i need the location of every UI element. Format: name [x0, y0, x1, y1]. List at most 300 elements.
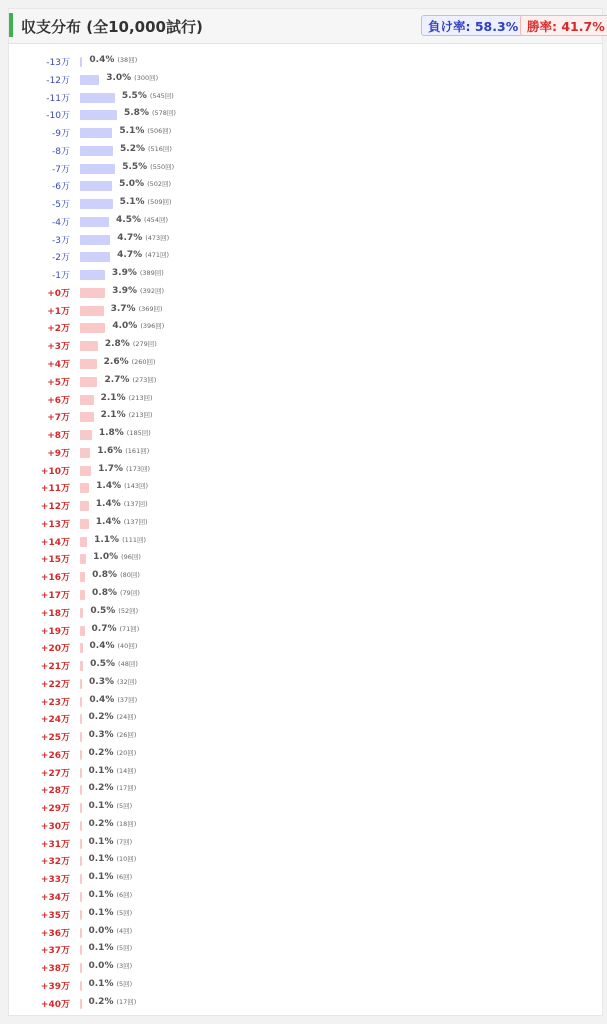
distribution-row	[9, 160, 602, 178]
bin-label: -10万	[46, 111, 70, 122]
bin-label: +27万	[40, 768, 70, 779]
bin-label: +29万	[40, 804, 70, 815]
bar-value-label	[90, 659, 138, 669]
bar	[80, 856, 82, 866]
distribution-row	[9, 941, 602, 959]
bar-value-label	[111, 304, 163, 314]
count-label: (137回)	[123, 517, 148, 526]
bar-value-label	[89, 677, 137, 687]
count-label: (137回)	[123, 500, 148, 509]
bar-value-label	[89, 783, 137, 793]
bar-value-label	[104, 375, 156, 385]
bin-label: +20万	[40, 644, 70, 655]
count-label: (6回)	[116, 890, 133, 899]
distribution-row	[9, 391, 602, 409]
bar	[80, 945, 82, 955]
distribution-row	[9, 106, 602, 124]
percent-label: 0.3%	[89, 676, 115, 687]
bar-value-label	[101, 393, 153, 403]
count-label: (96回)	[121, 553, 141, 562]
distribution-row	[9, 533, 602, 551]
count-label: (279回)	[132, 340, 157, 349]
bar-value-label	[96, 499, 148, 509]
percent-label: 0.1%	[88, 907, 114, 918]
distribution-row	[9, 248, 602, 266]
distribution-row	[9, 124, 602, 142]
bin-label: +18万	[40, 608, 70, 619]
bar-value-label	[89, 712, 137, 722]
bar-value-label	[92, 570, 140, 580]
percent-label: 0.2%	[88, 996, 114, 1007]
percent-label: 0.2%	[88, 712, 114, 723]
distribution-row	[9, 479, 602, 497]
distribution-row	[9, 337, 602, 355]
bar	[80, 608, 83, 618]
bin-label: +17万	[40, 590, 70, 601]
bar-value-label	[89, 55, 137, 65]
distribution-row	[9, 550, 602, 568]
percent-label: 0.8%	[92, 587, 118, 598]
bin-label: -13万	[46, 58, 70, 68]
percent-label: 0.1%	[88, 872, 114, 883]
percent-label: 3.7%	[110, 303, 136, 314]
distribution-row	[9, 728, 602, 746]
percent-label: 2.7%	[104, 374, 130, 385]
count-label: (392回)	[140, 286, 165, 295]
bar	[80, 359, 97, 369]
bar-value-label	[89, 748, 137, 758]
percent-label: 5.1%	[119, 197, 145, 208]
bar	[80, 892, 82, 902]
percent-label: 1.0%	[93, 552, 119, 563]
distribution-row	[9, 231, 602, 249]
bin-label: +26万	[40, 750, 70, 761]
percent-label: 0.4%	[89, 694, 115, 705]
win-rate-badge	[520, 15, 607, 36]
distribution-row	[9, 675, 602, 693]
bar	[80, 181, 112, 191]
bar	[80, 821, 82, 831]
bar-value-label	[112, 286, 164, 296]
count-label: (32回)	[117, 677, 137, 686]
count-label: (80回)	[120, 571, 140, 580]
bar	[80, 466, 91, 476]
bin-label: +3万	[47, 342, 70, 353]
percent-label: 0.1%	[88, 801, 114, 812]
bar	[80, 128, 112, 138]
percent-label: 1.8%	[98, 428, 124, 439]
distribution-row	[9, 639, 602, 657]
bar	[80, 235, 110, 245]
distribution-row	[9, 515, 602, 533]
bar-value-label	[96, 517, 148, 527]
bar	[80, 963, 82, 973]
distribution-row	[9, 462, 602, 480]
percent-label: 0.1%	[88, 978, 114, 989]
bin-label: -6万	[52, 182, 70, 193]
distribution-row	[9, 266, 602, 284]
bin-label: +16万	[40, 573, 70, 584]
bar-value-label	[89, 730, 137, 740]
bin-label: +2万	[47, 324, 70, 335]
bar	[80, 928, 82, 938]
distribution-card	[8, 8, 603, 1016]
bar	[80, 697, 82, 707]
bar-value-label	[116, 215, 168, 225]
bar-value-label	[96, 481, 148, 491]
distribution-row	[9, 657, 602, 675]
percent-label: 0.8%	[92, 570, 118, 581]
percent-label: 5.8%	[124, 108, 149, 119]
count-label: (506回)	[147, 127, 172, 136]
bin-label: -11万	[46, 93, 70, 104]
bar-value-label	[89, 872, 133, 882]
percent-label: 0.3%	[88, 730, 114, 741]
percent-label: 5.5%	[122, 161, 148, 172]
count-label: (26回)	[116, 731, 137, 740]
bar-value-label	[94, 535, 146, 545]
percent-label: 0.4%	[89, 55, 115, 65]
bin-label: +19万	[40, 626, 70, 637]
count-label: (5回)	[116, 979, 133, 988]
distribution-row	[9, 444, 602, 462]
bar	[80, 412, 94, 422]
distribution-row	[9, 355, 602, 373]
distribution-row	[9, 497, 602, 515]
count-label: (502回)	[147, 180, 172, 189]
percent-label: 2.8%	[104, 339, 130, 350]
bin-label: +22万	[40, 679, 70, 690]
distribution-row	[9, 977, 602, 995]
bar	[80, 679, 82, 689]
bar	[80, 395, 94, 405]
bar-value-label	[122, 91, 174, 101]
bin-label: +21万	[40, 662, 70, 673]
bar	[80, 501, 89, 511]
count-label: (5回)	[116, 944, 133, 953]
bar	[80, 270, 105, 280]
bin-label: +38万	[40, 964, 70, 975]
count-label: (52回)	[118, 606, 139, 615]
bar	[80, 430, 92, 440]
percent-label: 0.0%	[88, 961, 114, 972]
count-label: (185回)	[126, 429, 151, 438]
bin-label: -3万	[52, 235, 70, 246]
win-rate-value: 41.7%	[561, 19, 605, 34]
percent-label: 5.1%	[119, 126, 145, 137]
bar	[80, 981, 82, 991]
bar-value-label	[120, 197, 172, 207]
bar-value-label	[124, 108, 176, 118]
bar-value-label	[106, 73, 158, 83]
distribution-row	[9, 284, 602, 302]
distribution-row	[9, 302, 602, 320]
percent-label: 0.7%	[91, 623, 117, 634]
count-label: (578回)	[151, 109, 176, 118]
bin-label: +4万	[47, 360, 70, 371]
bar-value-label	[90, 606, 138, 616]
count-label: (40回)	[117, 642, 138, 651]
bin-label: +0万	[47, 288, 70, 299]
count-label: (273回)	[132, 375, 157, 384]
bin-label: +23万	[40, 697, 70, 708]
bin-label: +6万	[47, 395, 70, 406]
distribution-row	[9, 906, 602, 924]
distribution-row	[9, 604, 602, 622]
bin-label: +31万	[40, 839, 70, 850]
bar-value-label	[119, 179, 171, 189]
distribution-row	[9, 693, 602, 711]
percent-label: 0.1%	[88, 889, 114, 900]
distribution-row	[9, 53, 602, 71]
chart-title: 収支分布 (全10,000試行)	[21, 18, 203, 36]
bar-value-label	[90, 641, 138, 651]
bin-label: +12万	[40, 502, 70, 513]
percent-label: 4.0%	[112, 321, 138, 332]
count-label: (389回)	[139, 269, 164, 278]
bar	[80, 874, 82, 884]
percent-label: 5.0%	[119, 179, 145, 190]
bar-value-label	[89, 943, 133, 953]
percent-label: 0.1%	[88, 943, 114, 954]
distribution-row	[9, 89, 602, 107]
count-label: (14回)	[116, 766, 137, 775]
bar	[80, 483, 89, 493]
bar	[80, 732, 82, 742]
percent-label: 0.0%	[88, 925, 114, 936]
count-label: (6回)	[116, 873, 133, 882]
count-label: (473回)	[145, 233, 170, 242]
bin-label: +8万	[47, 431, 70, 442]
bar-value-label	[89, 766, 137, 776]
bin-label: -7万	[52, 164, 70, 175]
distribution-row	[9, 213, 602, 231]
count-label: (454回)	[144, 215, 168, 224]
bar-value-label	[92, 588, 140, 598]
bar-value-label	[89, 854, 137, 864]
count-label: (173回)	[126, 464, 151, 473]
lose-rate-badge	[421, 15, 525, 36]
title-accent-bar	[9, 13, 13, 37]
bar-value-label	[89, 979, 133, 989]
bar	[80, 377, 97, 387]
distribution-row	[9, 319, 602, 337]
percent-label: 1.7%	[98, 463, 124, 474]
count-label: (509回)	[147, 198, 172, 207]
bar-value-label	[89, 695, 137, 705]
bar-value-label	[105, 339, 157, 349]
bar-value-label	[89, 837, 133, 847]
percent-label: 0.5%	[90, 659, 116, 670]
bar-value-label	[99, 428, 151, 438]
percent-label: 4.7%	[117, 232, 143, 243]
bin-label: +34万	[40, 892, 70, 903]
bin-label: -9万	[52, 129, 70, 140]
bar	[80, 785, 82, 795]
count-label: (260回)	[131, 358, 156, 367]
bar	[80, 93, 115, 103]
bar-value-label	[93, 552, 141, 562]
distribution-row	[9, 142, 602, 160]
count-label: (18回)	[116, 819, 137, 828]
count-label: (71回)	[119, 624, 140, 633]
percent-label: 1.4%	[95, 499, 121, 510]
bin-label: -12万	[46, 75, 70, 86]
count-label: (111回)	[122, 535, 147, 544]
percent-label: 1.1%	[94, 534, 120, 545]
bar	[80, 643, 83, 653]
bin-label: +25万	[40, 733, 70, 744]
bar	[80, 714, 82, 724]
bin-label: +14万	[40, 537, 70, 548]
bar	[80, 448, 90, 458]
distribution-row	[9, 373, 602, 391]
bar-value-label	[89, 997, 137, 1007]
distribution-row	[9, 586, 602, 604]
bar	[80, 341, 98, 351]
bin-label: +5万	[47, 377, 70, 388]
bin-label: +28万	[40, 786, 70, 797]
distribution-row	[9, 835, 602, 853]
count-label: (37回)	[117, 695, 138, 704]
percent-label: 4.7%	[117, 250, 143, 261]
bar-value-label	[89, 890, 133, 900]
count-label: (396回)	[140, 322, 165, 331]
count-label: (5回)	[116, 908, 133, 917]
bar	[80, 750, 82, 760]
win-rate-label: 勝率:	[527, 19, 557, 34]
distribution-row	[9, 195, 602, 213]
bar	[80, 199, 113, 209]
distribution-row	[9, 799, 602, 817]
bin-label: -5万	[52, 200, 70, 211]
percent-label: 0.5%	[90, 605, 116, 616]
bar	[80, 110, 117, 120]
count-label: (79回)	[120, 588, 140, 597]
bar	[80, 554, 86, 564]
count-label: (213回)	[128, 393, 153, 402]
bar	[80, 590, 85, 600]
distribution-row	[9, 781, 602, 799]
percent-label: 1.6%	[97, 445, 123, 456]
bar	[80, 839, 82, 849]
percent-label: 0.1%	[88, 836, 114, 847]
bin-label: +39万	[40, 981, 70, 992]
bar	[80, 323, 105, 333]
bar	[80, 910, 82, 920]
percent-label: 1.4%	[95, 516, 121, 527]
bar-value-label	[89, 908, 133, 918]
bar-value-label	[112, 321, 164, 331]
bin-label: +15万	[40, 555, 70, 566]
bar-value-label	[89, 961, 133, 971]
count-label: (17回)	[116, 997, 137, 1006]
distribution-row	[9, 426, 602, 444]
distribution-row	[9, 764, 602, 782]
count-label: (161回)	[125, 446, 150, 455]
bar	[80, 519, 89, 529]
count-label: (17回)	[116, 784, 137, 793]
bin-label: +36万	[40, 928, 70, 939]
percent-label: 4.5%	[116, 214, 142, 225]
bar	[80, 626, 85, 636]
bin-label: +7万	[47, 413, 70, 424]
bar-value-label	[117, 250, 169, 260]
distribution-row	[9, 622, 602, 640]
bin-label: +40万	[40, 999, 70, 1010]
percent-label: 2.6%	[103, 357, 129, 368]
distribution-row	[9, 710, 602, 728]
percent-label: 2.1%	[100, 410, 126, 421]
percent-label: 0.2%	[88, 747, 114, 758]
count-label: (369回)	[138, 304, 163, 313]
distribution-row	[9, 177, 602, 195]
lose-rate-label: 負け率:	[428, 19, 471, 34]
distribution-row	[9, 408, 602, 426]
bar-value-label	[104, 357, 156, 367]
count-label: (20回)	[116, 748, 137, 757]
distribution-row	[9, 817, 602, 835]
bar-value-label	[89, 819, 137, 829]
count-label: (143回)	[124, 482, 149, 491]
count-label: (471回)	[145, 251, 170, 260]
bin-label: -1万	[52, 271, 70, 282]
count-label: (516回)	[147, 144, 172, 153]
count-label: (550回)	[150, 162, 175, 171]
percent-label: 0.2%	[88, 818, 114, 829]
percent-label: 0.4%	[89, 641, 115, 652]
bar-value-label	[97, 446, 149, 456]
bar-value-label	[92, 624, 140, 634]
distribution-row	[9, 71, 602, 89]
distribution-row	[9, 870, 602, 888]
bin-label: -4万	[52, 217, 70, 228]
bar-value-label	[101, 410, 153, 420]
bar-value-label	[119, 126, 171, 136]
bin-label: +37万	[40, 946, 70, 957]
bin-label: +1万	[47, 306, 70, 317]
percent-label: 3.9%	[112, 285, 138, 296]
count-label: (300回)	[134, 73, 159, 82]
bar	[80, 306, 104, 316]
bar-value-label	[117, 233, 169, 243]
bar	[80, 803, 82, 813]
percent-label: 3.9%	[111, 268, 137, 279]
distribution-row	[9, 746, 602, 764]
distribution-row	[9, 852, 602, 870]
bar-value-label	[112, 268, 164, 278]
bar	[80, 661, 83, 671]
count-label: (3回)	[116, 962, 133, 971]
percent-label: 0.2%	[88, 783, 114, 794]
percent-label: 3.0%	[106, 72, 132, 83]
lose-rate-value: 58.3%	[474, 19, 519, 34]
distribution-rows	[9, 53, 602, 1012]
count-label: (4回)	[116, 926, 133, 935]
bin-label: +24万	[40, 715, 70, 726]
bar	[80, 537, 87, 547]
bin-label: +35万	[40, 910, 70, 921]
bar	[80, 75, 99, 85]
bin-label: +13万	[40, 519, 70, 530]
count-label: (38回)	[117, 56, 138, 64]
bar	[80, 57, 82, 67]
percent-label: 2.1%	[100, 392, 126, 403]
distribution-row	[9, 568, 602, 586]
bar-value-label	[89, 801, 133, 811]
count-label: (545回)	[149, 91, 174, 100]
bin-label: +32万	[40, 857, 70, 868]
